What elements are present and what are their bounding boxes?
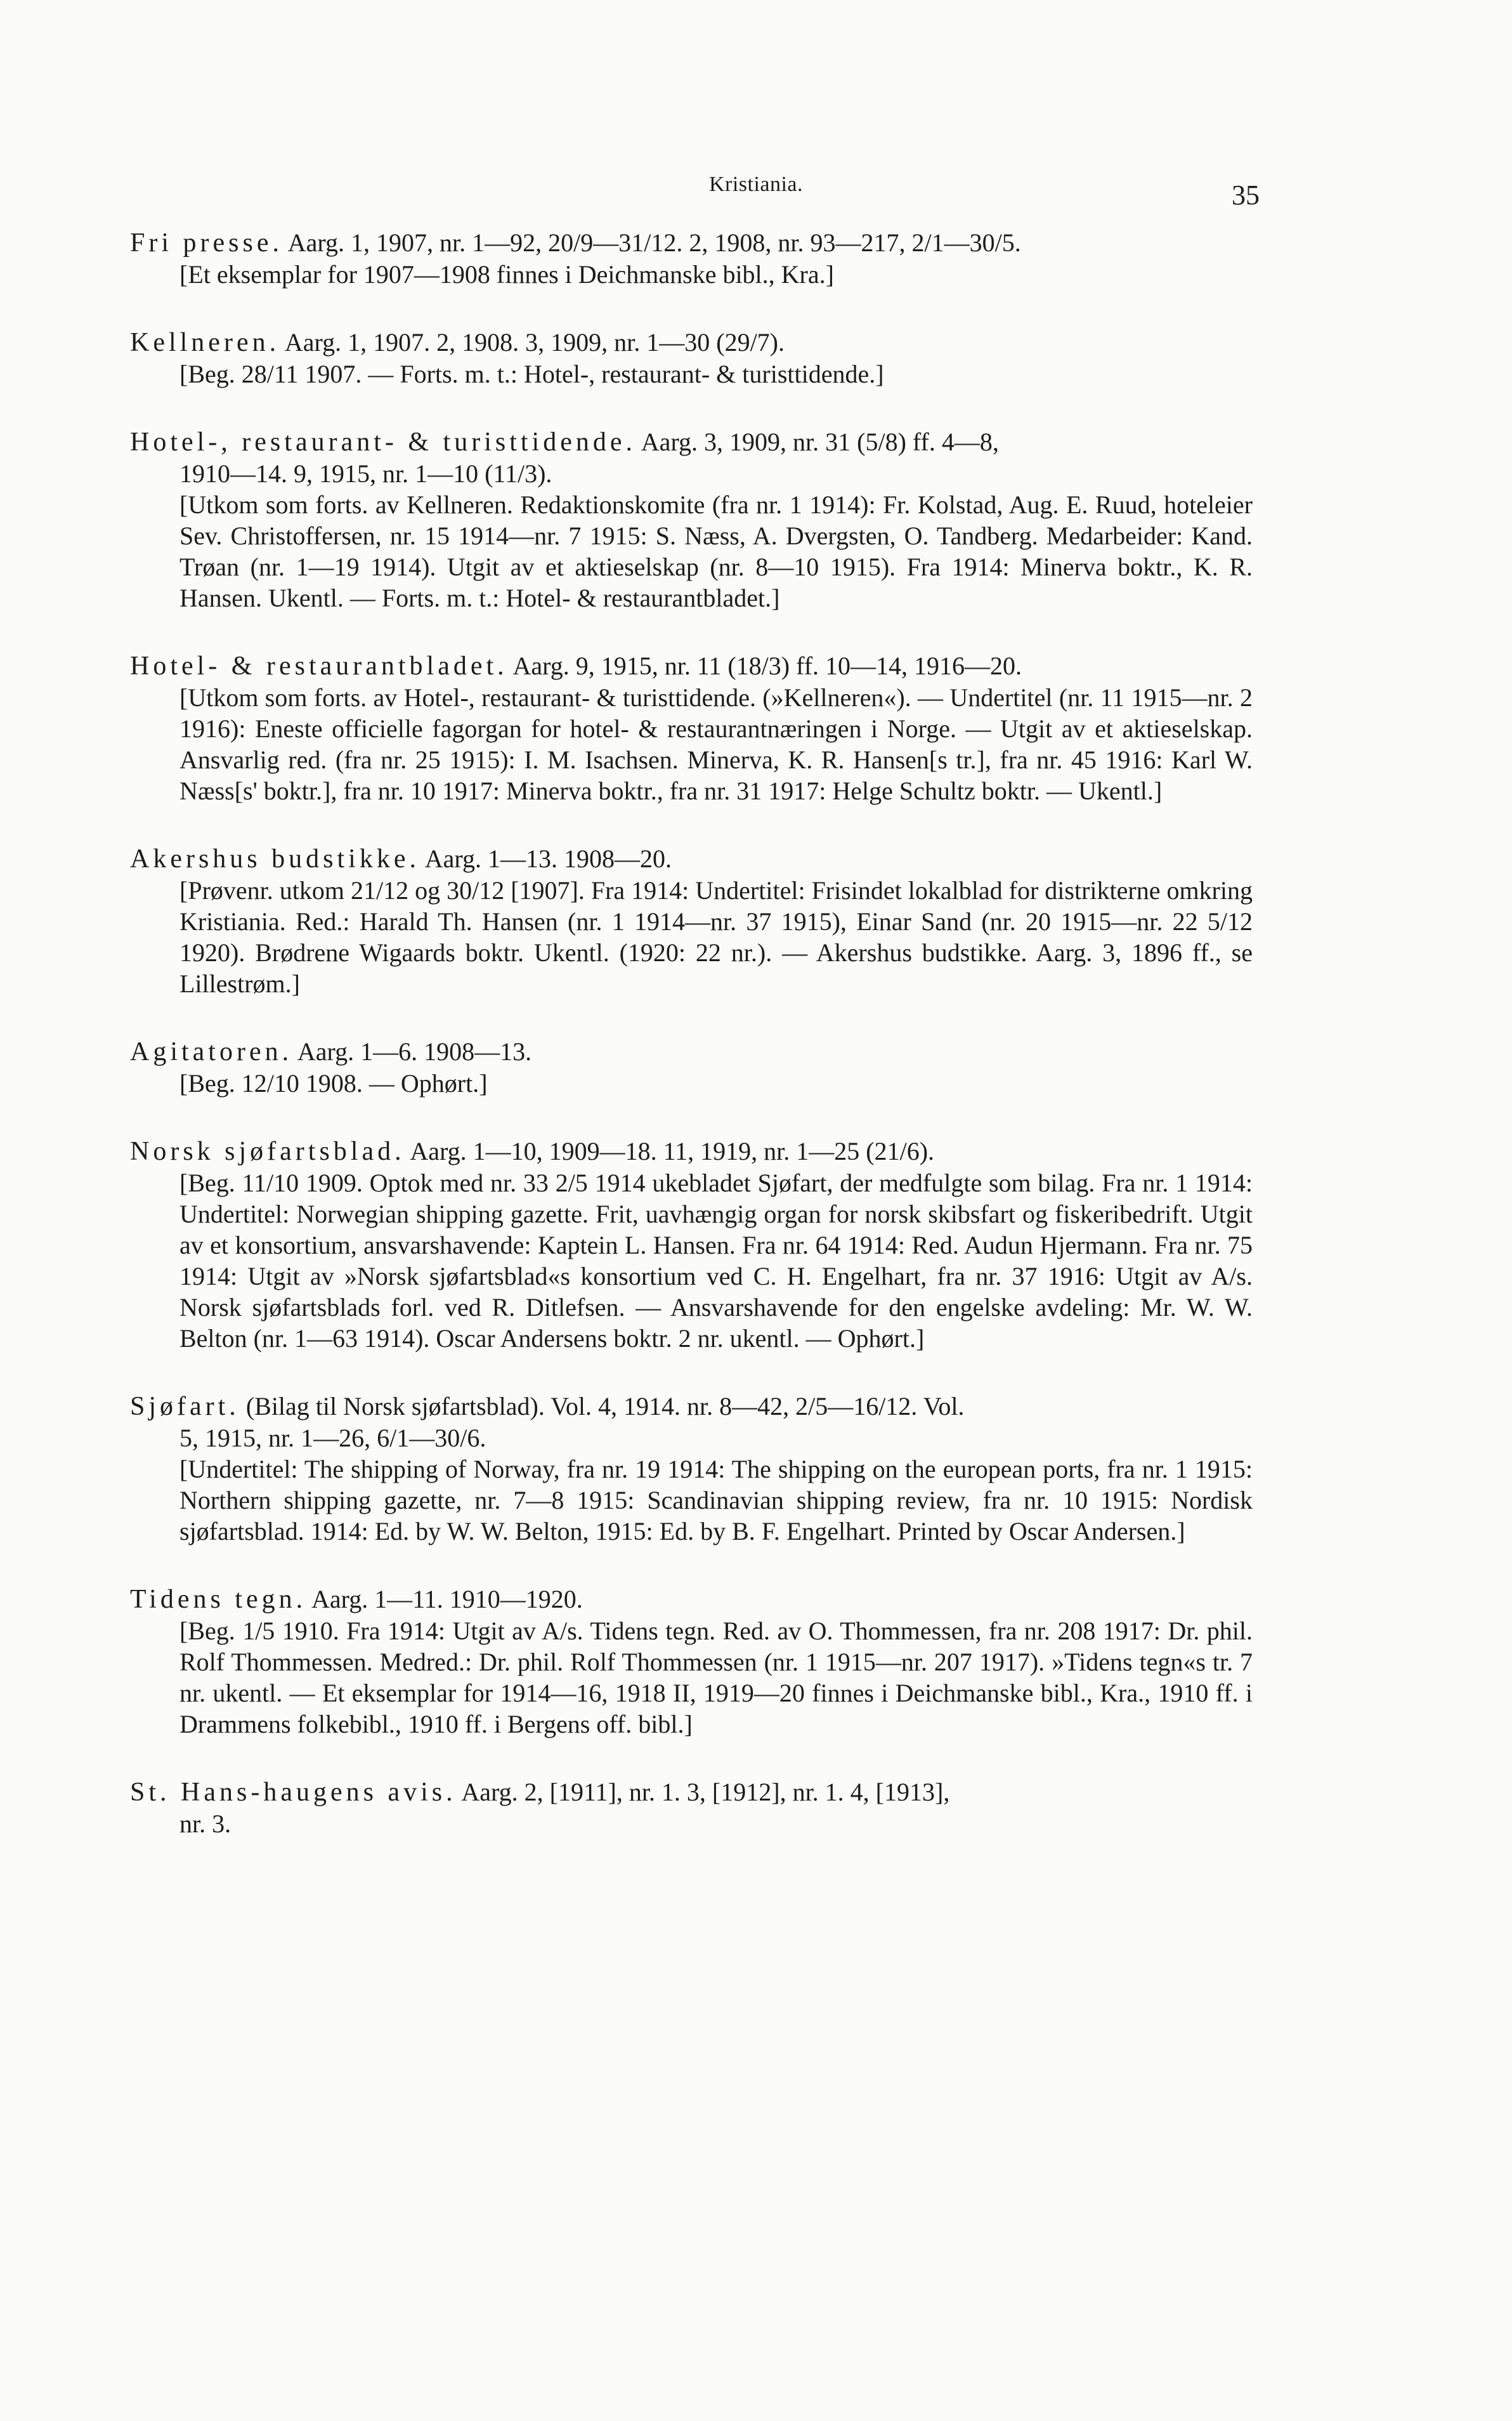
entry-norsk-sjofartsblad (130, 1136, 1253, 1354)
entry-head: Aarg. 3, 1909, nr. 31 (5/8) ff. 4—8, (641, 428, 999, 456)
entry-head: (Bilag til Norsk sjøfartsblad). Vol. 4, 1914. nr. 8—42, 2/5—16/12. Vol. (245, 1392, 965, 1420)
entry-note: [Beg. 12/10 1908. — Ophørt.] (179, 1069, 488, 1098)
entry-head-continuation: 5, 1915, nr. 1—26, 6/1—30/6. (179, 1424, 486, 1452)
entry-title: Akershus budstikke. (130, 844, 420, 874)
entry-fri-presse (130, 227, 1253, 290)
running-head: Kristiania. (708, 173, 804, 196)
entry-akershus-budstikke (130, 843, 1253, 999)
entry-title: Norsk sjøfartsblad. (130, 1137, 405, 1166)
entry-head-continuation: nr. 3. (179, 1809, 231, 1838)
entry-hotel-restaurant-turisttidende (130, 426, 1253, 613)
entry-note: [Beg. 28/11 1907. — Forts. m. t.: Hotel-, restaurant- & turisttidende.] (179, 360, 884, 388)
entry-tidens-tegn (130, 1584, 1253, 1740)
page-number: 35 (1232, 180, 1260, 211)
entry-note: [Prøvenr. utkom 21/12 og 30/12 [1907]. Fra 1914: Undertitel: Frisindet lokalblad for distrikterne omkring Kristiania. Red.: Harald Th. Hansen (nr. 1 1914—nr. 37 1915), Einar Sand (nr. 20 1915—nr. 22 5/12 1920). Brødrene Wigaards boktr. Ukentl. (1920: 22 nr.). — Akershus budstikke. Aarg. 3, 1896 ff., se Lillestrøm.] (179, 876, 1253, 998)
entry-head: Aarg. 1—10, 1909—18. 11, 1919, nr. 1—25 (21/6). (410, 1137, 935, 1165)
entry-title: Hotel-, restaurant- & turisttidende. (130, 428, 636, 457)
entry-sjofart (130, 1391, 1253, 1547)
entry-note: [Beg. 11/10 1909. Optok med nr. 33 2/5 1914 ukebladet Sjøfart, der medfulgte som bilag. Fra nr. 1 1914: Undertitel: Norwegian shipping gazette. Frit, uavhængig organ for norsk skibsfart og fiskeribedrift. Utgit av et konsortium, ansvarshavende: Kaptein L. Hansen. Fra nr. 64 1914: Red. Audun Hjermann. Fra nr. 75 1914: Utgit av »Norsk sjøfartsblad«s konsortium ved C. H. Engelhart, fra nr. 37 1916: Utgit av A/s. Norsk sjøfartsblads forl. ved R. Ditlefsen. — Ansvarshavende for den engelske avdeling: Mr. W. W. Belton (nr. 1—63 1914). Oscar Andersens boktr. 2 nr. ukentl. — Ophørt.] (179, 1169, 1253, 1353)
entry-title: Tidens tegn. (130, 1585, 307, 1614)
entry-hotel-restaurantbladet (130, 650, 1253, 806)
entry-list (130, 227, 1253, 1876)
entry-title: Agitatoren. (130, 1037, 293, 1066)
entry-st-hans-haugens-avis (130, 1776, 1253, 1839)
entry-note: [Et eksemplar for 1907—1908 finnes i Deichmanske bibl., Kra.] (179, 260, 834, 289)
entry-note: [Utkom som forts. av Hotel-, restaurant- & turisttidende. (»Kellneren«). — Undertitel (nr. 11 1915—nr. 2 1916): Eneste officielle fagorgan for hotel- & restaurantnæringen i Norge. — Utgit av et aktieselskap. Ansvarlig red. (fra nr. 25 1915): I. M. Isachsen. Minerva, K. R. Hansen[s tr.], fra nr. 45 1916: Karl W. Næss[s' boktr.], fra nr. 10 1917: Minerva boktr., fra nr. 31 1917: Helge Schultz boktr. — Ukentl.] (179, 683, 1253, 805)
entry-head-continuation: 1910—14. 9, 1915, nr. 1—10 (11/3). (179, 459, 552, 488)
entry-head: Aarg. 9, 1915, nr. 11 (18/3) ff. 10—14, 1916—20. (512, 652, 1022, 680)
entry-agitatoren (130, 1036, 1253, 1099)
entry-head: Aarg. 1, 1907. 2, 1908. 3, 1909, nr. 1—30 (29/7). (284, 328, 785, 357)
entry-head: Aarg. 1, 1907, nr. 1—92, 20/9—31/12. 2, 1908, nr. 93—217, 2/1—30/5. (287, 228, 1021, 257)
entry-head: Aarg. 1—6. 1908—13. (297, 1037, 532, 1066)
entry-head: Aarg. 2, [1911], nr. 1. 3, [1912], nr. 1. 4, [1913], (461, 1778, 950, 1806)
entry-head: Aarg. 1—11. 1910—1920. (311, 1585, 583, 1613)
entry-title: Hotel- & restaurantbladet. (130, 652, 508, 681)
entry-note: [Undertitel: The shipping of Norway, fra nr. 19 1914: The shipping on the european ports, fra nr. 1 1915: Northern shipping gazette, nr. 7—8 1915: Scandinavian shipping review, fra nr. 10 1915: Nordisk sjøfartsblad. 1914: Ed. by W. W. Belton, 1915: Ed. by B. F. Engelhart. Printed by Oscar Andersen.] (179, 1455, 1253, 1545)
entry-title: St. Hans-haugens avis. (130, 1778, 457, 1807)
entry-kellneren (130, 327, 1253, 390)
entry-title: Kellneren. (130, 328, 280, 357)
entry-note: [Beg. 1/5 1910. Fra 1914: Utgit av A/s. Tidens tegn. Red. av O. Thommessen, fra nr. 208 1917: Dr. phil. Rolf Thommessen. Medred.: Dr. phil. Rolf Thommessen (nr. 1 1915—nr. 207 1917). »Tidens tegn«s tr. 7 nr. ukentl. — Et eksemplar for 1914—16, 1918 II, 1919—20 finnes i Deichmanske bibl., Kra., 1910 ff. i Drammens folkebibl., 1910 ff. i Bergens off. bibl.] (179, 1617, 1253, 1738)
entry-title: Sjøfart. (130, 1392, 240, 1421)
entry-title: Fri presse. (130, 228, 283, 258)
entry-head: Aarg. 1—13. 1908—20. (424, 844, 672, 873)
entry-note: [Utkom som forts. av Kellneren. Redaktionskomite (fra nr. 1 1914): Fr. Kolstad, Aug. E. Ruud, hoteleier Sev. Christoffersen, nr. 15 1914—nr. 7 1915: S. Næss, A. Dvergsten, O. Tandberg. Medarbeider: Kand. Trøan (nr. 1—19 1914). Utgit av et aktieselskap (nr. 8—10 1915). Fra 1914: Minerva boktr., K. R. Hansen. Ukentl. — Forts. m. t.: Hotel- & restaurantbladet.] (179, 490, 1253, 612)
